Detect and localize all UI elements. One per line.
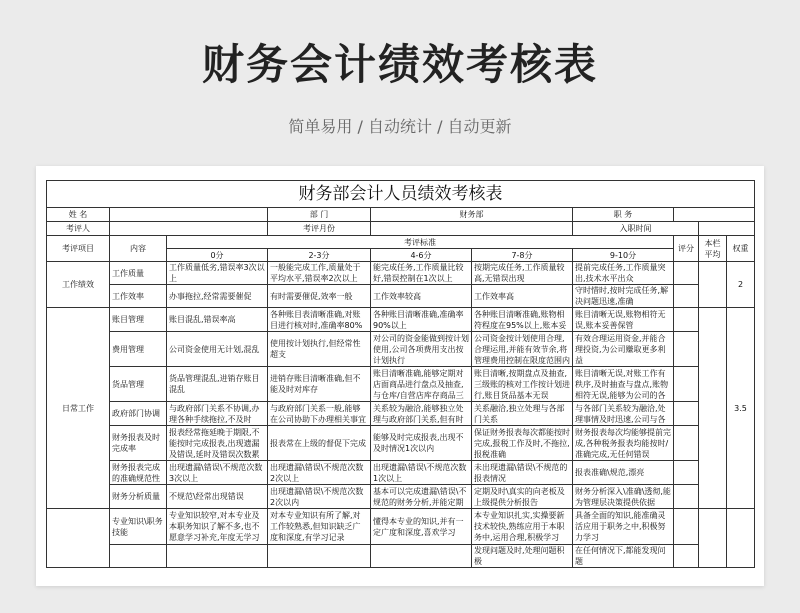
criterion-cell: 基本可以完成遗漏\错误\不规范的财务分析,并能定期: [371, 485, 472, 509]
criterion-cell: 与政府部门关系不协调,办理各种手续拖拉,不及时: [167, 402, 268, 426]
group-name: [47, 509, 110, 568]
criterion-cell: 关系较为融洽,能够独立处理与政府部门关系,但有时: [371, 402, 472, 426]
header-item: 考评项目: [47, 236, 110, 262]
criterion-cell: 关系融洽,独立处理与各部门关系: [472, 402, 573, 426]
criterion-cell: 报表准确\规范,漂亮: [573, 461, 674, 485]
criterion-cell: 公司资金使用无计划,混乱: [167, 332, 268, 367]
criterion-cell: 财务报表每次均能够提前完成,各种税务报表均能按时/准确完成,无任何错误: [573, 426, 674, 461]
level-header: 9-10分: [573, 249, 674, 262]
criterion-cell: 账目清晰,按期盘点及抽查,三级账的核对工作按计划进行,账目货品基本无误: [472, 367, 573, 402]
dept-value[interactable]: 财务部: [371, 208, 573, 222]
header-score: 评分: [674, 236, 699, 262]
score-cell[interactable]: [674, 308, 699, 332]
header-avg: 本栏平均: [699, 236, 727, 262]
criterion-cell: 账目清晰无误,对账工作有秩序,及时抽查与盘点,账物相符无误,能够为公司的各: [573, 367, 674, 402]
criterion-cell: 对本专业知识有所了解,对工作较熟悉,但知识缺乏广度和深度,有学习记录: [268, 509, 371, 545]
criterion-cell: 使用按计划执行,但经常性超支: [268, 332, 371, 367]
criterion-cell: 办事拖拉,经常需要催促: [167, 285, 268, 308]
criterion-cell: 出现遗漏\错误\不规范次数2次以内: [268, 485, 371, 509]
criterion-cell: 报表经常拖延晚于期限,不能按时完成报表,出现遗漏及错误,延时及错误次数累: [167, 426, 268, 461]
criterion-cell: 能完成任务,工作质量比较好,错误控制在1次以上: [371, 262, 472, 285]
avg-cell: [699, 509, 727, 568]
criterion-cell: [268, 545, 371, 568]
avg-cell: [699, 262, 727, 308]
position-value-cell[interactable]: [674, 208, 755, 222]
criterion-cell: 按期完成任务,工作质量较高,无错误出现: [472, 262, 573, 285]
weight-cell: 2: [727, 262, 755, 308]
criterion-cell: 各种账目清晰准确,准确率90%以上: [371, 308, 472, 332]
period-label: 考评月份: [268, 222, 371, 236]
group-name: 日常工作: [47, 308, 110, 509]
criterion-cell: [167, 545, 268, 568]
criterion-cell: 进销存账目清晰准确,但不能及时对库存: [268, 367, 371, 402]
criterion-cell: [371, 545, 472, 568]
header-standard: 考评标准: [167, 236, 674, 249]
level-header: 7-8分: [472, 249, 573, 262]
level-header: 4-6分: [371, 249, 472, 262]
header-content: 内容: [110, 236, 167, 262]
criterion-cell: 账目清晰无误,账物相符无误,账本妥善保管: [573, 308, 674, 332]
page-subtitle: 简单易用 / 自动统计 / 自动更新: [288, 117, 512, 136]
score-cell[interactable]: [674, 485, 699, 509]
row-content: 工作质量: [110, 262, 167, 285]
dept-label: 部 门: [268, 208, 371, 222]
criterion-cell: 账目混乱,错误率高: [167, 308, 268, 332]
criterion-cell: 未出现遗漏\错误\不规范的报表情况: [472, 461, 573, 485]
entry-value-cell[interactable]: [699, 222, 755, 236]
criterion-cell: 与各部门关系较为融洽,处理事情及时迅速,公司与各: [573, 402, 674, 426]
page-title: 财务会计绩效考核表: [201, 40, 598, 89]
criterion-cell: 发现问题及时,处理问题积极: [472, 545, 573, 568]
avg-cell: [699, 308, 727, 509]
row-content: 财务分析质量: [110, 485, 167, 509]
reviewer-label: 考评人: [47, 222, 110, 236]
criterion-cell: 账目清晰准确,能够定期对店面商品进行盘点及抽查,与仓库/自营店库存商品三: [371, 367, 472, 402]
criterion-cell: 能够及时完成报表,出现不及时情况1次以内: [371, 426, 472, 461]
criterion-cell: 财务分析深入\准确\透彻,能为管理层决策提供依据: [573, 485, 674, 509]
name-value-cell[interactable]: [110, 208, 268, 222]
period-value-cell[interactable]: [371, 222, 573, 236]
group-name: 工作绩效: [47, 262, 110, 308]
criterion-cell: 出现遗漏\错误\不规范次数1次以上: [371, 461, 472, 485]
criterion-cell: 定期及时\真实的向老板及上级提供分析报告: [472, 485, 573, 509]
criterion-cell: 懂得本专业的知识,并有一定广度和深度,喜欢学习: [371, 509, 472, 545]
entry-label: 入职时间: [573, 222, 699, 236]
criterion-cell: 与政府部门关系一般,能够在公司协助下办理相关事宜: [268, 402, 371, 426]
criterion-cell: 各种账目表清晰准确,对账目进行核对时,准确率80%: [268, 308, 371, 332]
criterion-cell: 有效合理运用资金,并能合理投资,为公司赚取更多利益: [573, 332, 674, 367]
criterion-cell: 工作效率高: [472, 285, 573, 308]
row-content: 专业知识\职务技能: [110, 509, 167, 545]
appraisal-table: [46, 180, 755, 568]
criterion-cell: 报表常在上级的督促下完成: [268, 426, 371, 461]
criterion-cell: 不规范\经常出现错误: [167, 485, 268, 509]
criterion-cell: 出现遗漏\错误\不规范次数2次以上: [268, 461, 371, 485]
reviewer-value-cell[interactable]: [110, 222, 268, 236]
level-header: 0分: [167, 249, 268, 262]
name-label: 姓 名: [47, 208, 110, 222]
criterion-cell: 对公司的资金能做到按计划使用,公司各项费用支出按计划执行: [371, 332, 472, 367]
score-cell[interactable]: [674, 509, 699, 545]
score-cell[interactable]: [674, 285, 699, 308]
criterion-cell: 各种账目清晰准确,账物相符程度在95%以上,账本妥: [472, 308, 573, 332]
criterion-cell: 出现遗漏\错误\不规范次数3次以上: [167, 461, 268, 485]
score-cell[interactable]: [674, 402, 699, 426]
criterion-cell: 一般能完成工作,质量处于平均水平,错误率2次以上: [268, 262, 371, 285]
criterion-cell: 具备全面的知识,能准确灵活应用于职务之中,积极努力学习: [573, 509, 674, 545]
criterion-cell: 公司资金按计划使用合理,合理运用,并能有效节余,将管理费用控制在限度范围内: [472, 332, 573, 367]
weight-cell: [727, 509, 755, 568]
row-content: 财务报表完成的准确规范性: [110, 461, 167, 485]
criterion-cell: 货品管理混乱,进销存账目混乱: [167, 367, 268, 402]
row-content: 费用管理: [110, 332, 167, 367]
header-weight: 权重: [727, 236, 755, 262]
criterion-cell: 提前完成任务,工作质量突出,技术水平出众: [573, 262, 674, 285]
criterion-cell: 工作质量低劣,错误率3次以上: [167, 262, 268, 285]
row-content: 账目管理: [110, 308, 167, 332]
criterion-cell: 守时惜时,按时完成任务,解决问题迅速,准确: [573, 285, 674, 308]
score-cell[interactable]: [674, 367, 699, 402]
score-cell[interactable]: [674, 332, 699, 367]
row-content: 财务报表及时完成率: [110, 426, 167, 461]
score-cell[interactable]: [674, 426, 699, 461]
criterion-cell: 在任何情况下,都能发现问题: [573, 545, 674, 568]
score-cell[interactable]: [674, 262, 699, 285]
row-content: 工作效率: [110, 285, 167, 308]
row-content: 货品管理: [110, 367, 167, 402]
spreadsheet-sheet: [36, 166, 764, 586]
criterion-cell: 有时需要催促,效率一般: [268, 285, 371, 308]
sheet-title: 财务部会计人员绩效考核表: [47, 181, 755, 208]
row-content: 政府部门协调: [110, 402, 167, 426]
level-header: 2-3分: [268, 249, 371, 262]
score-cell[interactable]: [674, 545, 699, 568]
score-cell[interactable]: [674, 461, 699, 485]
criterion-cell: 工作效率较高: [371, 285, 472, 308]
position-label: 职 务: [573, 208, 674, 222]
criterion-cell: 保证财务报表每次都能按时完成,报税工作及时,不拖拉,报税准确: [472, 426, 573, 461]
criterion-cell: 本专业知识扎实,实操要新技术较快,熟练应用于本职务中,运用合理,积极学习: [472, 509, 573, 545]
weight-cell: 3.5: [727, 308, 755, 509]
row-content: [110, 545, 167, 568]
criterion-cell: 专业知识较窄,对本专业及本职务知识了解不多,也不愿意学习补充,年度无学习: [167, 509, 268, 545]
